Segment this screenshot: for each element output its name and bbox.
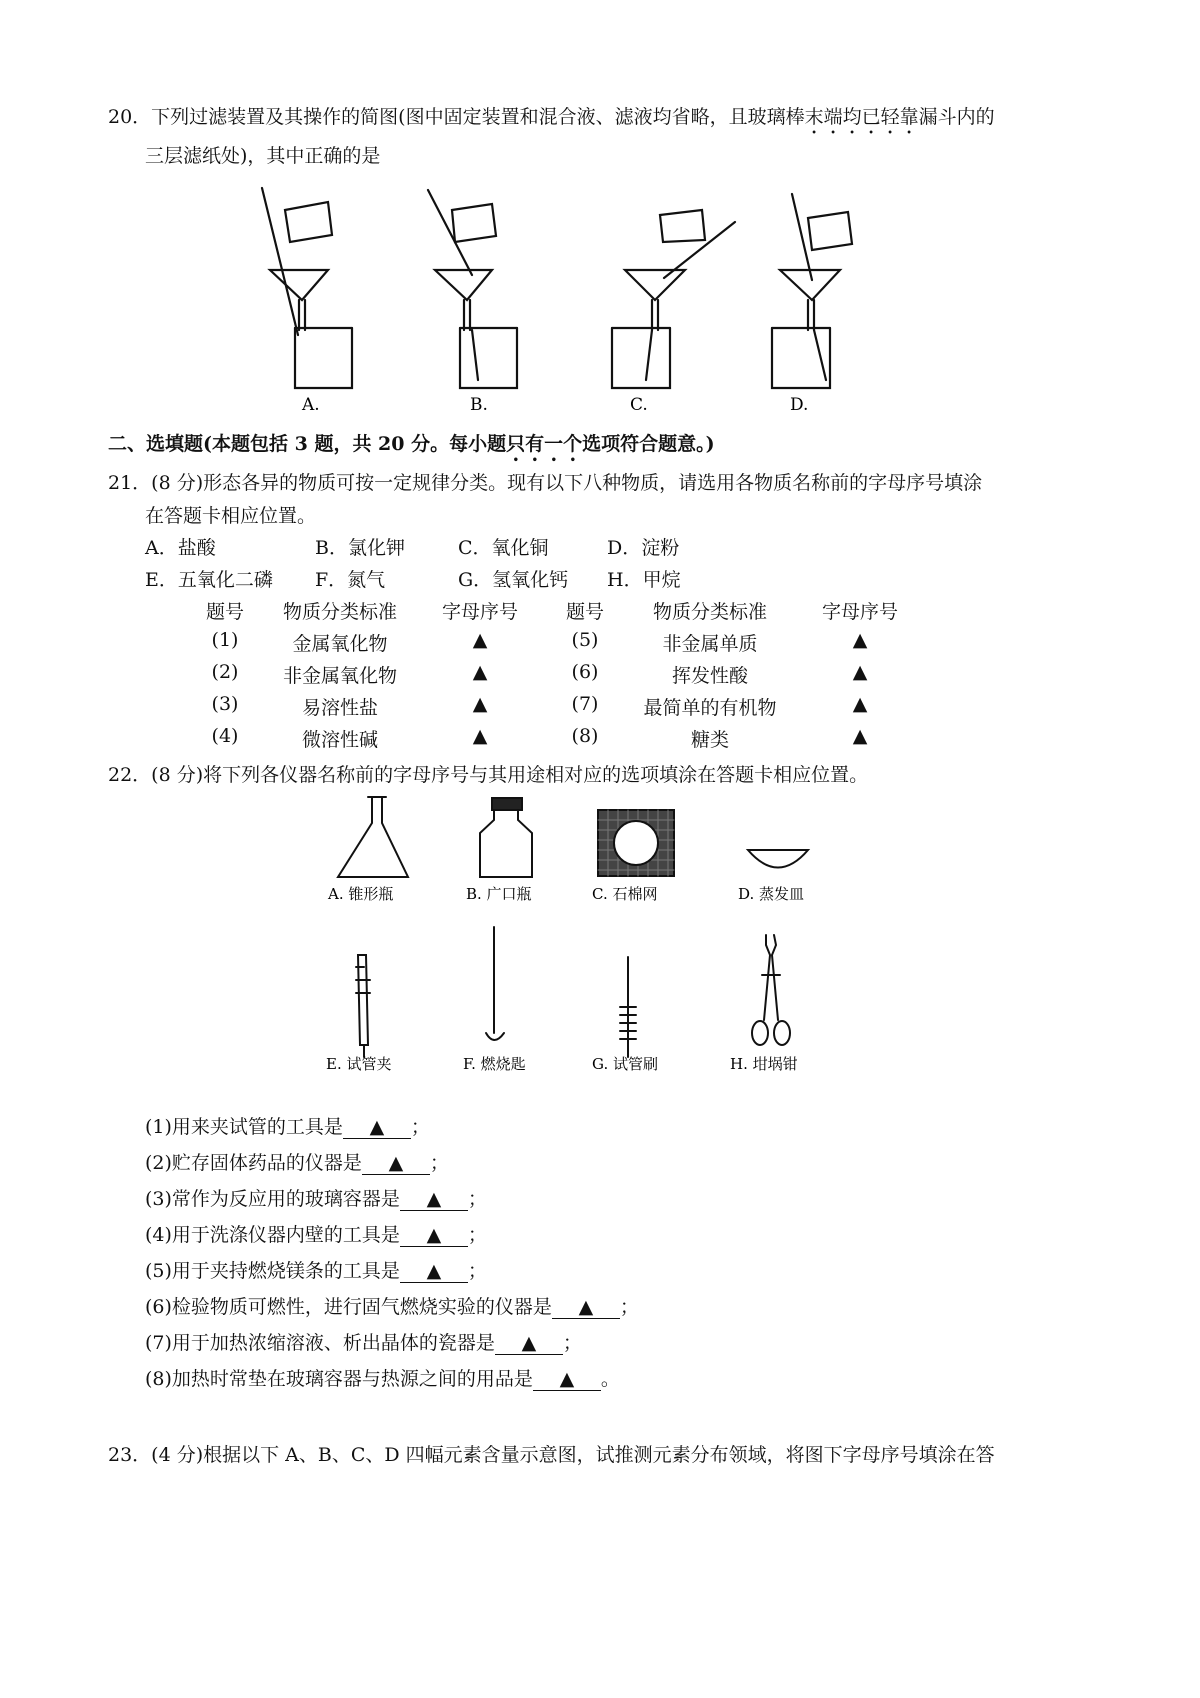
q22-item-text: (4)用于洗涤仪器内壁的工具是 [145, 1224, 400, 1246]
table-header: 物质分类标准 [282, 601, 397, 623]
table-cell: 非金属单质 [662, 633, 758, 655]
answer-blank[interactable]: ▲ [495, 1332, 563, 1355]
q22-item-text: (2)贮存固体药品的仪器是 [145, 1152, 362, 1174]
filter-setup-figure [240, 180, 880, 420]
q22-item-text: (5)用于夹持燃烧镁条的工具是 [145, 1260, 400, 1282]
answer-mark: ▲ [472, 629, 488, 651]
table-header: 字母序号 [441, 601, 518, 623]
q22-item-text: (1)用来夹试管的工具是 [145, 1116, 343, 1138]
instrument-label: F. 燃烧匙 [463, 1055, 526, 1073]
section2-prefix: 二、选填题(本题包括 3 题，共 20 分。每小题 [108, 433, 507, 455]
table-cell: 最简单的有机物 [643, 697, 777, 719]
answer-mark: ▲ [852, 693, 868, 715]
table-cell: 微溶性碱 [301, 729, 378, 751]
table-cell: (8) [571, 725, 599, 747]
asbestos-gauze-icon [598, 810, 674, 876]
filter-label-c: C. [630, 395, 648, 415]
test-tube-brush-icon [620, 957, 636, 1057]
instrument-figure [320, 795, 860, 1095]
table-cell: (5) [571, 629, 599, 651]
q20-line1-prefix: 20．下列过滤装置及其操作的简图(图中固定装置和混合液、滤液均省略，且玻璃棒 [108, 106, 805, 128]
conical-flask-icon [338, 797, 408, 877]
filter-label-d: D. [790, 395, 809, 415]
q22-item [145, 1256, 487, 1283]
table-cell: (2) [211, 661, 239, 683]
q21-option: H．甲烷 [607, 569, 681, 591]
answer-blank[interactable]: ▲ [362, 1152, 430, 1175]
table-cell: 挥发性酸 [671, 665, 748, 687]
table-header: 字母序号 [821, 601, 898, 623]
table-cell: (7) [571, 693, 599, 715]
filter-setup-d [772, 194, 852, 388]
q20-line2: 三层滤纸处)，其中正确的是 [145, 145, 381, 167]
q20-line1-dotted: 末端均已轻靠 [804, 106, 919, 128]
q21-option: D．淀粉 [607, 537, 680, 559]
instrument-label: A. 锥形瓶 [328, 885, 394, 903]
section2-heading [108, 429, 715, 466]
answer-mark: ▲ [472, 661, 488, 683]
q21-line2: 在答题卡相应位置。 [145, 505, 317, 527]
q22-item [145, 1292, 639, 1319]
q22-item-end: ； [467, 1260, 487, 1282]
q22-item [145, 1364, 620, 1391]
crucible-tongs-icon [752, 935, 790, 1045]
q22-item [145, 1148, 449, 1175]
answer-blank[interactable]: ▲ [343, 1116, 411, 1139]
q21-option: F．氮气 [315, 569, 386, 591]
q22-item-end: ； [429, 1152, 449, 1174]
answer-mark: ▲ [852, 629, 868, 651]
filter-setup-b [428, 190, 517, 388]
q21-option: C．氧化铜 [458, 537, 549, 559]
answer-blank[interactable]: ▲ [400, 1260, 468, 1283]
instrument-label: H. 坩埚钳 [730, 1055, 798, 1073]
answer-mark: ▲ [472, 725, 488, 747]
section2-dotted: 只有一个 [506, 433, 583, 455]
q22-item [145, 1220, 487, 1247]
answer-mark: ▲ [472, 693, 488, 715]
q22-item [145, 1112, 430, 1139]
q22-item-text: (8)加热时常垫在玻璃容器与热源之间的用品是 [145, 1368, 533, 1390]
q23-line1: 23．(4 分)根据以下 A、B、C、D 四幅元素含量示意图，试推测元素分布领域，将图下字母序号填涂在答 [108, 1444, 995, 1466]
q21-option: G．氢氧化钙 [458, 569, 569, 591]
filter-label-b: B. [470, 395, 488, 415]
q22-item [145, 1328, 582, 1355]
table-cell: 易溶性盐 [301, 697, 378, 719]
combustion-spoon-icon [486, 927, 504, 1040]
instrument-label: G. 试管刷 [592, 1055, 658, 1073]
table-header: 题号 [565, 601, 604, 623]
answer-blank[interactable]: ▲ [533, 1368, 601, 1391]
q22-item-end: ； [619, 1296, 639, 1318]
q22-item [145, 1184, 487, 1211]
q22-item-end: ； [467, 1188, 487, 1210]
table-cell: 糖类 [690, 729, 729, 751]
filter-label-a: A. [302, 395, 320, 415]
instrument-label: D. 蒸发皿 [738, 885, 805, 903]
answer-blank[interactable]: ▲ [552, 1296, 620, 1319]
q21-line1: 21．(8 分)形态各异的物质可按一定规律分类。现有以下八种物质，请选用各物质名称前的字母序号填涂 [108, 472, 983, 494]
section2-suffix: 选项符合题意。) [582, 433, 715, 455]
test-tube-holder-icon [356, 955, 370, 1057]
table-cell: 金属氧化物 [292, 633, 388, 655]
answer-blank[interactable]: ▲ [400, 1188, 468, 1211]
q20-line1-suffix: 漏斗内的 [918, 106, 995, 128]
table-cell: 非金属氧化物 [282, 665, 397, 687]
wide-mouth-bottle-icon [480, 798, 532, 877]
q21-option: E．五氧化二磷 [145, 569, 273, 591]
evaporating-dish-icon [748, 850, 808, 868]
table-cell: (6) [571, 661, 599, 683]
q20-line1 [108, 102, 995, 139]
q22-item-end: ； [410, 1116, 430, 1138]
table-header: 题号 [205, 601, 244, 623]
instrument-label: B. 广口瓶 [466, 885, 532, 903]
answer-blank[interactable]: ▲ [400, 1224, 468, 1247]
q21-option: A．盐酸 [145, 537, 216, 559]
q22-line1: 22．(8 分)将下列各仪器名称前的字母序号与其用途相对应的选项填涂在答题卡相应位置。 [108, 764, 869, 786]
filter-setup-a [262, 188, 352, 388]
q22-item-end: ； [467, 1224, 487, 1246]
q22-item-end: ； [562, 1332, 582, 1354]
q22-item-text: (6)检验物质可燃性，进行固气燃烧实验的仪器是 [145, 1296, 552, 1318]
table-cell: (3) [211, 693, 239, 715]
answer-mark: ▲ [852, 661, 868, 683]
table-cell: (1) [211, 629, 239, 651]
table-cell: (4) [211, 725, 239, 747]
instrument-label: C. 石棉网 [592, 885, 658, 903]
q22-item-end: 。 [600, 1368, 620, 1390]
instrument-label: E. 试管夹 [326, 1055, 392, 1073]
filter-setup-c [612, 210, 735, 388]
q22-item-text: (3)常作为反应用的玻璃容器是 [145, 1188, 400, 1210]
table-header: 物质分类标准 [652, 601, 767, 623]
q22-item-text: (7)用于加热浓缩溶液、析出晶体的瓷器是 [145, 1332, 495, 1354]
q21-option: B．氯化钾 [315, 537, 405, 559]
answer-mark: ▲ [852, 725, 868, 747]
